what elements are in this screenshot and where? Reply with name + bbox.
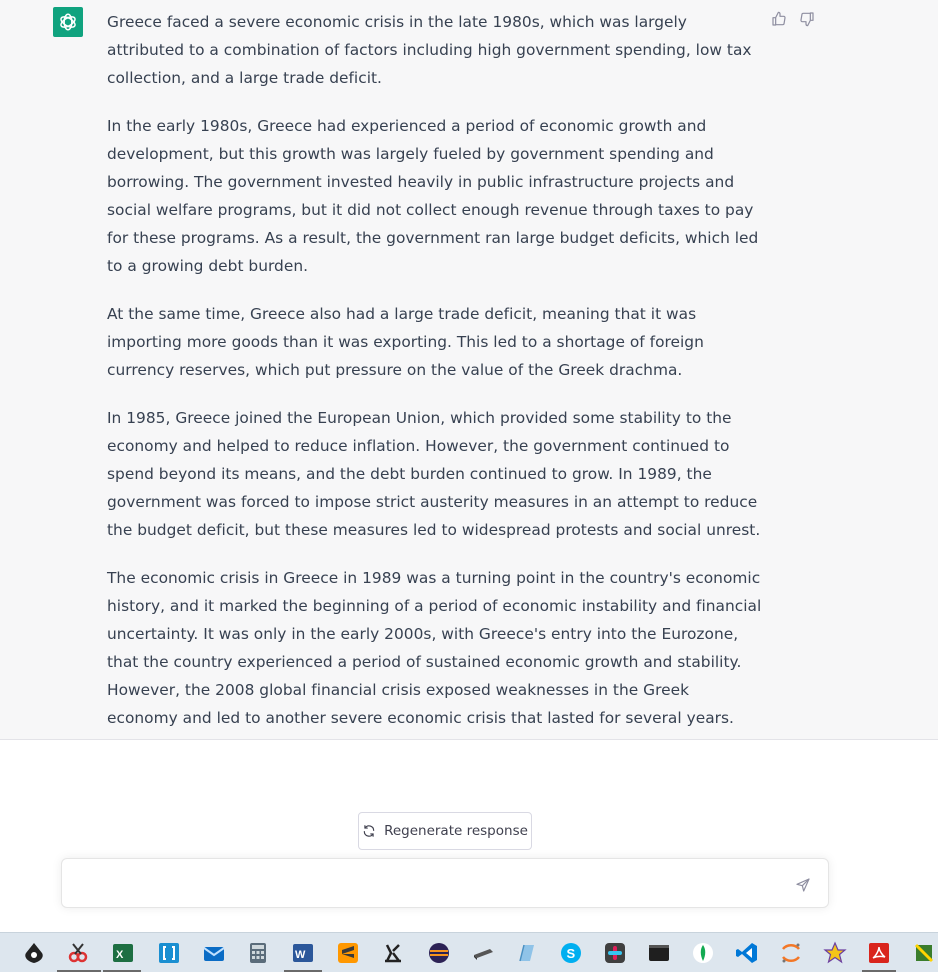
sublime-text-icon[interactable] [334, 939, 362, 967]
brackets-icon[interactable] [155, 939, 183, 967]
star-app-icon[interactable] [821, 939, 849, 967]
slack-icon[interactable] [601, 939, 629, 967]
svg-text:W: W [295, 949, 306, 961]
paragraph: The economic crisis in Greece in 1989 was a turning point in the country's economic history, and it marked the beginning of a period of economic instability and financial uncertainty. It was only in the early 2000s, with Greece's entry into the Eurozone, that the country experienced a period of sustained economic growth and stability. However, the 2008 global financial crisis exposed weaknesses in the Greek economy and led to another severe economic crisis that lasted for several years. [107, 569, 762, 727]
thumbs-down-icon [799, 11, 815, 27]
mail-icon[interactable] [200, 939, 228, 967]
vscode-icon[interactable] [733, 939, 761, 967]
snipping-tool-icon[interactable] [64, 939, 92, 967]
word-icon[interactable] [289, 939, 317, 967]
paragraph: In 1985, Greece joined the European Union, which provided some stability to the economy and helped to reduce inflation. However, the government continued to spend beyond its means, and the debt burden continued to grow. In 1989, the government was forced to impose strict austerity measures in an attempt to reduce the budget deficit, but these measures led to widespread protests and social unrest. [107, 409, 761, 539]
thumbs-up-icon [771, 11, 787, 27]
paragraph: In the early 1980s, Greece had experienced a period of economic growth and development, but this growth was largely fueled by government spending and borrowing. The government invested heavily in public infrastructure projects and social welfare programs, but it did not collect enough revenue through taxes to pay for these programs. As a result, the government ran large budget deficits, which led to a growing debt burden. [107, 117, 759, 275]
eclipse-icon[interactable] [425, 939, 453, 967]
inkscape-icon[interactable] [20, 939, 48, 967]
regenerate-response-button[interactable] [358, 812, 532, 850]
send-icon [795, 877, 811, 893]
feedback-buttons [770, 10, 816, 28]
message-composer [61, 858, 829, 908]
svg-text:S: S [566, 946, 576, 961]
calculator-icon[interactable] [244, 939, 272, 967]
misc-app-icon[interactable] [910, 939, 938, 967]
acrobat-icon[interactable] [865, 939, 893, 967]
jupyter-icon[interactable] [777, 939, 805, 967]
assistant-avatar [53, 7, 83, 37]
refresh-icon [362, 824, 376, 838]
send-button[interactable] [792, 874, 814, 896]
paragraph: Greece faced a severe economic crisis in the late 1980s, which was largely attributed to a combination of factors including high government spending, low tax collection, and a large trade deficit. [107, 13, 752, 87]
windows-taskbar [0, 932, 938, 972]
scanner-icon[interactable] [469, 939, 497, 967]
regenerate-label: Regenerate response [384, 823, 528, 839]
thumbs-down-button[interactable] [798, 10, 816, 28]
message-input[interactable] [76, 873, 776, 897]
thumbs-up-button[interactable] [770, 10, 788, 28]
excel-icon[interactable] [109, 939, 137, 967]
skype-icon[interactable] [557, 939, 585, 967]
openai-logo-icon [57, 11, 79, 33]
notes-icon[interactable] [513, 939, 541, 967]
message-content [107, 8, 762, 752]
paragraph: At the same time, Greece also had a large trade deficit, meaning that it was importing more goods than it was exporting. This led to a shortage of foreign currency reserves, which put pressure on the value of the Greek drachma. [107, 305, 704, 379]
svg-text:X: X [116, 949, 124, 961]
terminal-icon[interactable] [645, 939, 673, 967]
kde-app-icon[interactable] [379, 939, 407, 967]
mongodb-icon[interactable] [689, 939, 717, 967]
